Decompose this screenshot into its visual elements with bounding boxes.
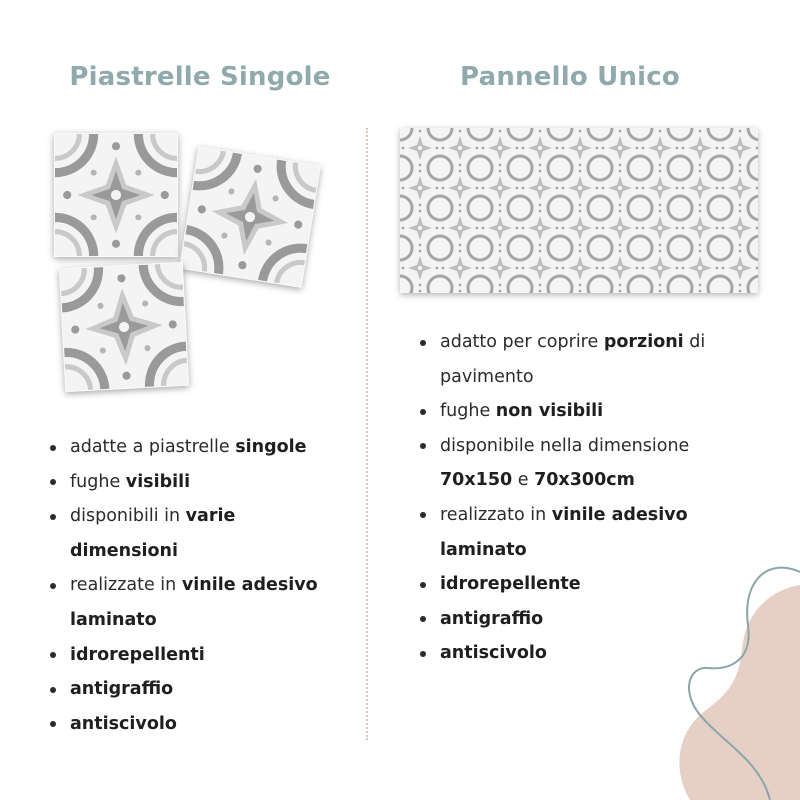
list-item: idrorepellenti [48, 638, 348, 673]
pink-blob [679, 585, 800, 800]
list-item-continuation: 70x150 e 70x300cm [440, 470, 635, 491]
list-item-continuation: laminato [70, 609, 157, 630]
list-item-continuation: laminato [440, 539, 527, 560]
list-item: realizzate in vinile adesivo [48, 568, 348, 603]
list-item: antigraffio [418, 602, 738, 637]
list-item: idrorepellente [418, 567, 738, 602]
list-item: antiscivolo [418, 636, 738, 671]
list-item-continuation: pavimento [440, 366, 534, 387]
list-item: fughe non visibili [418, 394, 738, 429]
list-item: adatto per coprire porzioni di [418, 325, 738, 360]
list-item: realizzato in vinile adesivo [418, 498, 738, 533]
title-single-panel: Pannello Unico [460, 62, 680, 92]
list-item-continuation: dimensioni [70, 540, 178, 561]
list-item: antiscivolo [48, 707, 348, 742]
list-item: disponibile nella dimensione [418, 429, 738, 464]
title-single-tiles: Piastrelle Singole [69, 62, 331, 92]
list-item: disponibili in varie [48, 499, 348, 534]
list-item: fughe visibili [48, 465, 348, 500]
list-item: antigraffio [48, 672, 348, 707]
list-item: adatte a piastrelle singole [48, 430, 348, 465]
